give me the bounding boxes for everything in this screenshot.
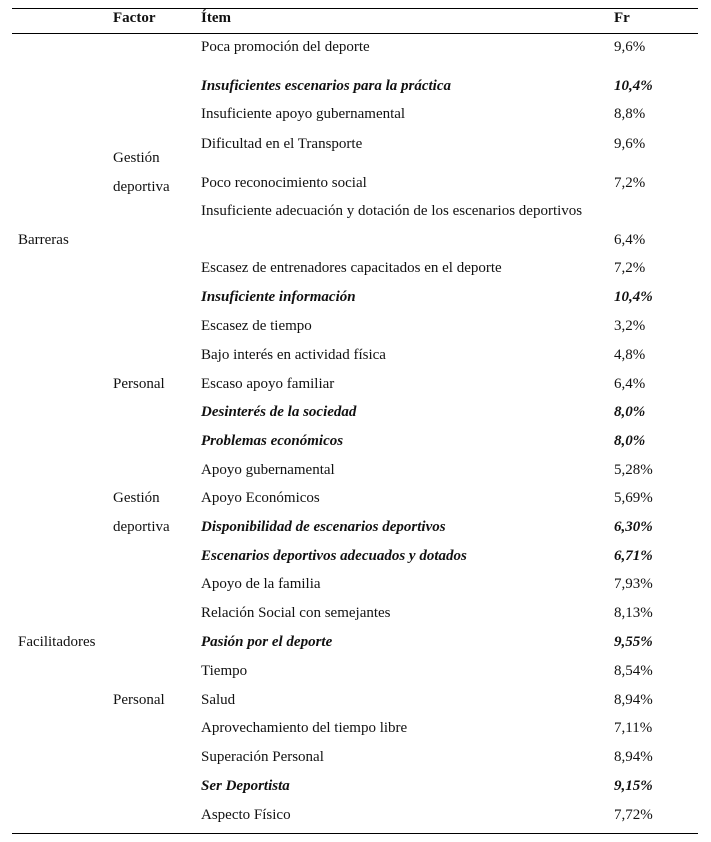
- table-row-item: Apoyo gubernamental: [201, 462, 335, 478]
- table-row-item: Insuficiente apoyo gubernamental: [201, 106, 406, 122]
- table-row-fr: 8,94%: [614, 749, 653, 765]
- table-row-item: Escasez de entrenadores capacitados en el deporte: [201, 260, 502, 276]
- table-row-item: Dificultad en el Transporte: [201, 136, 363, 152]
- table-row-item: Aspecto Físico: [201, 807, 291, 823]
- table-row-fr: 9,6%: [614, 39, 646, 55]
- table-row-item: Poca promoción del deporte: [201, 39, 370, 55]
- table-row-item: Tiempo: [201, 663, 248, 679]
- table-row-item: Salud: [201, 692, 236, 708]
- factor-label: Gestión deportiva: [113, 150, 170, 195]
- table-row-fr: 9,6%: [614, 136, 646, 152]
- table-row-item: Superación Personal: [201, 749, 324, 765]
- table-row-fr: 8,0%: [614, 404, 646, 420]
- table-row-item: Insuficientes escenarios para la práctica: [201, 78, 451, 94]
- table-row-item: Problemas económicos: [201, 433, 344, 449]
- table-row-item: Apoyo de la familia: [201, 576, 321, 592]
- table-row-fr: 5,28%: [614, 462, 653, 478]
- table-row-item: Bajo interés en actividad física: [201, 347, 386, 363]
- table-row-fr: 8,13%: [614, 605, 653, 621]
- table-row-item: Pasión por el deporte: [201, 634, 333, 650]
- table-row-fr: 8,8%: [614, 106, 646, 122]
- table-row-item: Escasez de tiempo: [201, 318, 312, 334]
- factor-label: Personal: [113, 692, 165, 708]
- table-row-fr: 6,4%: [614, 376, 646, 392]
- table-row-fr: 4,8%: [614, 347, 646, 363]
- factor-label: Gestión deportiva: [113, 490, 170, 535]
- table-row-fr: 6,4%: [614, 232, 646, 248]
- table-row-fr: 7,72%: [614, 807, 653, 823]
- table-row-item: Insuficiente información: [201, 289, 356, 305]
- table-row-fr: 7,2%: [614, 175, 646, 191]
- table-row-fr: 10,4%: [614, 78, 653, 94]
- table-row-fr: 6,71%: [614, 548, 653, 564]
- table-row-fr: 7,11%: [614, 720, 653, 736]
- table-row-fr: 9,15%: [614, 778, 653, 794]
- table-row-fr: 7,2%: [614, 260, 646, 276]
- header-rule: [12, 33, 698, 34]
- table-row-item: Desinterés de la sociedad: [201, 404, 357, 420]
- table-row-item: Poco reconocimiento social: [201, 175, 367, 191]
- table-row-item: Escaso apoyo familiar: [201, 376, 335, 392]
- table-row-fr: 8,54%: [614, 663, 653, 679]
- table-row-fr: 5,69%: [614, 490, 653, 506]
- table-row-fr: 8,0%: [614, 433, 646, 449]
- table-row-fr: 8,94%: [614, 692, 653, 708]
- table-row-item: Disponibilidad de escenarios deportivos: [201, 519, 446, 535]
- factor-label: Personal: [113, 376, 165, 392]
- table-row-item: Escenarios deportivos adecuados y dotados: [201, 548, 467, 564]
- table-row-fr: 9,55%: [614, 634, 653, 650]
- table-row-fr: 7,93%: [614, 576, 653, 592]
- header-fr: Fr: [614, 10, 630, 26]
- table-row-fr: 10,4%: [614, 289, 653, 305]
- table-row-item: Relación Social con semejantes: [201, 605, 391, 621]
- table-row-fr: 6,30%: [614, 519, 653, 535]
- table-row-item: Insuficiente adecuación y dotación de los escenarios deportivos: [201, 203, 583, 219]
- table-row-fr: 3,2%: [614, 318, 646, 334]
- group-label: Facilitadores: [18, 634, 96, 650]
- group-label: Barreras: [18, 232, 69, 248]
- table-row-item: Aprovechamiento del tiempo libre: [201, 720, 408, 736]
- table-row-item: Ser Deportista: [201, 778, 290, 794]
- table-row-item: Apoyo Económicos: [201, 490, 320, 506]
- bottom-rule: [12, 833, 698, 834]
- header-factor: Factor: [113, 10, 156, 26]
- header-item: Ítem: [201, 10, 231, 26]
